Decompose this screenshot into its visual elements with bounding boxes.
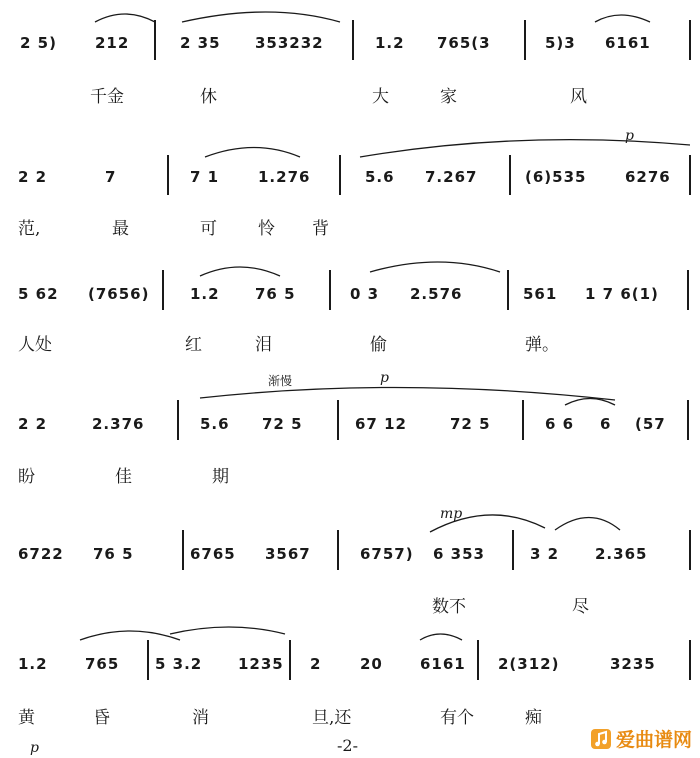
note-group: 67 12: [355, 415, 407, 433]
note-group: 765: [85, 655, 120, 673]
note-group: 3235: [610, 655, 656, 673]
lyric: 消: [192, 708, 209, 728]
note-group: 1.2: [18, 655, 48, 673]
lyric: 佳: [115, 467, 132, 487]
lyric: 泪: [255, 335, 272, 355]
lyric: 尽: [572, 597, 589, 617]
slur: [360, 140, 690, 157]
lyric: 怜: [258, 219, 275, 239]
note-group: 5 3.2: [155, 655, 203, 673]
note-group: (57: [635, 415, 666, 433]
note-group: 1.2: [375, 34, 405, 52]
note-group: 765(3: [437, 34, 491, 52]
note-group: 1 7 6(1): [585, 285, 659, 303]
note-group: 6161: [420, 655, 466, 673]
note-group: 7 1: [190, 168, 220, 186]
slur: [205, 148, 300, 158]
note-group: 20: [360, 655, 383, 673]
lyric: 偷: [370, 335, 387, 355]
watermark: [590, 725, 692, 752]
lyric: 弹。: [525, 335, 559, 355]
lyric: 痴: [525, 708, 542, 728]
note-group: 2 2: [18, 415, 48, 433]
note-group: (7656): [88, 285, 150, 303]
note-group: 72 5: [262, 415, 303, 433]
lyric: 大: [372, 87, 389, 107]
slur: [370, 262, 500, 272]
music-note-icon: [590, 728, 612, 750]
slur: [200, 387, 615, 400]
note-group: 7: [105, 168, 117, 186]
note-group: 3567: [265, 545, 311, 563]
lyric: 红: [185, 335, 202, 355]
note-group: 1.276: [258, 168, 311, 186]
note-group: 2.376: [92, 415, 145, 433]
slur: [200, 267, 280, 276]
note-group: 2 35: [180, 34, 221, 52]
slur: [170, 627, 285, 634]
lyric: 昏: [93, 708, 110, 728]
note-group: 353232: [255, 34, 324, 52]
lyric: 家: [440, 87, 457, 107]
lyric: 黄: [18, 708, 35, 728]
note-group: 5.6: [365, 168, 395, 186]
note-group: 5.6: [200, 415, 230, 433]
note-group: 72 5: [450, 415, 491, 433]
note-group: 6722: [18, 545, 64, 563]
note-group: 2 2: [18, 168, 48, 186]
note-group: 0 3: [350, 285, 380, 303]
lyric: 最: [112, 219, 129, 239]
slur: [420, 634, 462, 640]
dynamic-mark: mp: [440, 506, 463, 522]
note-group: 5)3: [545, 34, 576, 52]
dynamic-mark: p: [625, 128, 634, 144]
note-group: 2.365: [595, 545, 648, 563]
note-group: 76 5: [93, 545, 134, 563]
note-group: 2.576: [410, 285, 463, 303]
lyric: 有个: [440, 708, 474, 728]
lyric: 人处: [18, 335, 52, 355]
note-group: 2(312): [498, 655, 560, 673]
slur: [555, 518, 620, 531]
lyric: 期: [212, 467, 229, 487]
note-group: (6)535: [525, 168, 587, 186]
note-group: 76 5: [255, 285, 296, 303]
note-group: 561: [523, 285, 558, 303]
lyric: 风: [570, 87, 587, 107]
dynamic-mark: p: [380, 370, 389, 386]
note-group: 6161: [605, 34, 651, 52]
note-group: 2 5): [20, 34, 57, 52]
watermark-text: 爱曲谱网: [615, 729, 692, 751]
note-group: 6757): [360, 545, 414, 563]
lyric: 千金: [90, 87, 124, 107]
note-group: 7.267: [425, 168, 478, 186]
note-group: 6765: [190, 545, 236, 563]
lyric: 范,: [18, 219, 41, 239]
note-group: 1.2: [190, 285, 220, 303]
lyric: 背: [312, 219, 329, 239]
note-group: 212: [95, 34, 130, 52]
lyric: 可: [200, 219, 217, 239]
slur: [595, 15, 650, 22]
slur: [95, 14, 155, 22]
slur: [182, 12, 340, 22]
note-group: 6: [600, 415, 612, 433]
note-group: 2: [310, 655, 322, 673]
dynamic-mark: p: [30, 740, 39, 756]
note-group: 6 353: [433, 545, 485, 563]
note-group: 6 6: [545, 415, 575, 433]
lyric: 数不: [432, 597, 466, 617]
lyric: 盼: [18, 467, 35, 487]
tempo-mark: 渐慢: [268, 374, 293, 388]
lyric: 旦,还: [312, 708, 352, 728]
note-group: 5 62: [18, 285, 59, 303]
note-group: 3 2: [530, 545, 560, 563]
note-group: 1235: [238, 655, 284, 673]
note-group: 6276: [625, 168, 671, 186]
lyric: 休: [200, 87, 217, 107]
slur: [80, 631, 180, 640]
page-number: -2-: [337, 736, 358, 755]
